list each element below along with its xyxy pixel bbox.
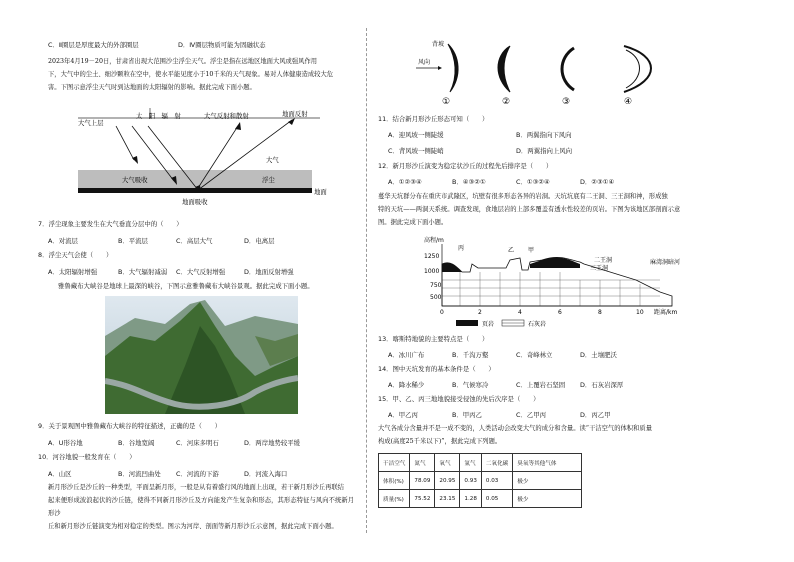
question-12: 12．新月形沙丘演变为稳定状沙丘的过程先后排序是（ ） bbox=[378, 162, 553, 170]
table-cell: 0.93 bbox=[460, 472, 481, 490]
label-ground: 地面 bbox=[314, 188, 327, 196]
q12-option-c: C．①③②④ bbox=[516, 178, 550, 186]
q7-option-c: C．高层大气 bbox=[176, 237, 213, 245]
table-cell: 0.03 bbox=[481, 472, 512, 490]
label-dust: 浮尘 bbox=[262, 176, 275, 184]
question-9: 9．关于景观图中雅鲁藏布大峡谷的特征描述，正确的是（ ） bbox=[38, 422, 222, 430]
canyon-photo bbox=[105, 296, 298, 414]
q10-option-a: A．山区 bbox=[48, 470, 72, 478]
intro-air-paragraph: 大气各成分含量并不是一成不变的，人类活动会改变大气的成分和含量。读“干洁空气的体积和质量 构成(高度25千米以下)”，据此完成下列题。 bbox=[378, 425, 652, 445]
q8-option-a: A．太阳辐射增强 bbox=[48, 268, 98, 276]
q12-option-a: A．①②③④ bbox=[388, 178, 422, 186]
q13-option-d: D．土壤肥沃 bbox=[580, 351, 617, 359]
label-dune-4: ④ bbox=[624, 97, 633, 107]
table-header-cell: 氮气 bbox=[410, 454, 435, 472]
intro-canyon: 雅鲁藏布大峡谷是地球上最深的峡谷，下图示意雅鲁藏布大峡谷景观。据此完成下面小题。 bbox=[58, 282, 314, 290]
solar-radiation-diagram bbox=[70, 100, 330, 212]
label-atmos-absorb: 大气吸收 bbox=[122, 176, 148, 184]
intro-karst-paragraph: 蔓华天坑群分布在重庆市武隆区，坑壁有很多形态各异的岩洞。天坑坑底有二王洞、三王洞和神，形成独 特的天坑——两洞天系统。调查发现，食地层岩的上部多覆盖有透水性较差的页岩。下图为该地区部剖面示意 图。据此完成下面小题。 bbox=[378, 193, 681, 226]
table-header-cell: 干洁空气 bbox=[379, 454, 410, 472]
q15-option-c: C．乙甲丙 bbox=[516, 411, 547, 419]
table-cell: 极少 bbox=[513, 472, 582, 490]
table-header-row bbox=[379, 454, 582, 472]
q7-option-b: B．平流层 bbox=[118, 237, 148, 245]
label-atmosphere-top: 大气上层 bbox=[78, 119, 104, 127]
q14-option-c: C．上覆岩石坚固 bbox=[516, 381, 566, 389]
legend-limestone: 石灰岩 bbox=[528, 321, 547, 328]
table-header-cell: 氧气 bbox=[435, 454, 460, 472]
label-erwang: 二王洞 bbox=[594, 257, 613, 264]
table-row bbox=[379, 490, 582, 508]
q7-option-d: D．电离层 bbox=[244, 237, 275, 245]
label-mawan: 麻湾洞暗河 bbox=[650, 259, 681, 266]
xtick-10: 10 bbox=[636, 309, 644, 316]
label-atmosphere: 大气 bbox=[266, 156, 279, 164]
q10-option-c: C．河流的下游 bbox=[176, 470, 219, 478]
table-cell: 75.52 bbox=[410, 490, 435, 508]
q14-option-d: D．石灰岩深厚 bbox=[580, 381, 624, 389]
q6-option-c: C．Ⅱ圈层是厚度最大的外部圈层 bbox=[48, 41, 139, 49]
xtick-6: 6 bbox=[558, 309, 562, 316]
xtick-2: 2 bbox=[478, 309, 482, 316]
xtick-8: 8 bbox=[598, 309, 602, 316]
label-wind: 风向 bbox=[418, 59, 431, 66]
question-14: 14．图中天坑发育的基本条件是（ ） bbox=[378, 365, 495, 373]
dry-air-table bbox=[378, 453, 582, 508]
xtick-0: 0 bbox=[440, 309, 444, 316]
question-11: 11．结合新月形沙丘形态可知（ ） bbox=[378, 115, 489, 123]
label-yi: 乙 bbox=[508, 247, 515, 254]
label-elevation: 高程/m bbox=[424, 237, 444, 244]
q13-option-a: A．冰川广布 bbox=[388, 351, 425, 359]
dune-shapes-diagram bbox=[410, 36, 670, 108]
q8-option-b: B．大气辐射减弱 bbox=[118, 268, 168, 276]
table-cell: 体积(%) bbox=[379, 472, 410, 490]
tick-500: 500 bbox=[430, 294, 442, 301]
q15-option-d: D．丙乙甲 bbox=[580, 411, 611, 419]
label-back-slope: 背坡 bbox=[432, 41, 445, 48]
table-cell: 78.09 bbox=[410, 472, 435, 490]
q7-option-a: A．对流层 bbox=[48, 237, 78, 245]
tick-750: 750 bbox=[430, 282, 442, 289]
q14-option-b: B．气候寒冷 bbox=[452, 381, 489, 389]
question-13: 13．喀斯特地貌的主要特点是（ ） bbox=[378, 335, 489, 343]
intro-dust-paragraph: 2023年4月19－20日，甘肃省出现大范围沙尘浮尘天气。浮尘是指在远地区地面大风或强风作用 下，大气中的尘土、细沙颗粒在空中，使水平能见度小于10千米的天气现象。易对人体健康造成较大危 害。下图示意浮尘天气时到达地面的太阳辐射的影响。据此完成下面小题。 bbox=[48, 58, 334, 91]
table-header-cell: 臭氧等其他气体 bbox=[513, 454, 582, 472]
q11-option-b: B．两翼指向下风向 bbox=[516, 131, 572, 139]
question-7: 7．浮尘现象主要发生在大气垂直分层中的（ ） bbox=[38, 220, 183, 228]
q12-option-b: B．④③②① bbox=[452, 178, 486, 186]
label-solar-radiation: 太 阳 辐 射 bbox=[136, 112, 181, 120]
table-cell: 0.05 bbox=[481, 490, 512, 508]
tick-1000: 1000 bbox=[424, 268, 440, 275]
q12-option-d: D．②③①④ bbox=[580, 178, 615, 186]
q11-option-a: A．迎风坡一侧陡缓 bbox=[388, 131, 444, 139]
q8-option-c: C．大气反射增强 bbox=[176, 268, 226, 276]
q14-option-a: A．降水稀少 bbox=[388, 381, 425, 389]
label-dune-1: ① bbox=[442, 97, 451, 107]
table-header-cell: 氩气 bbox=[460, 454, 481, 472]
question-10: 10．河谷地貌一般发育在（ ） bbox=[38, 453, 136, 461]
column-divider bbox=[366, 28, 367, 533]
q10-option-b: B．河流凹曲处 bbox=[118, 470, 161, 478]
question-8: 8．浮尘天气会使（ ） bbox=[38, 251, 113, 259]
q6-option-d: D．Ⅳ圈层物质可能为固融状态 bbox=[178, 41, 266, 49]
table-cell: 20.95 bbox=[435, 472, 460, 490]
question-15: 15．甲、乙、丙三地地貌接受侵蚀的先后次序是（ ） bbox=[378, 395, 540, 403]
xtick-4: 4 bbox=[518, 309, 522, 316]
label-bing: 丙 bbox=[458, 245, 465, 252]
q9-option-b: B．谷地宽阔 bbox=[118, 439, 155, 447]
q11-option-d: D．两翼指向上风向 bbox=[516, 147, 573, 155]
q11-option-c: C．背风坡一侧陡峭 bbox=[388, 147, 444, 155]
label-dune-2: ② bbox=[502, 97, 511, 107]
table-cell: 质量(%) bbox=[379, 490, 410, 508]
q15-option-b: B．甲丙乙 bbox=[452, 411, 482, 419]
q9-option-a: A．U形谷地 bbox=[48, 439, 83, 447]
table-cell: 极少 bbox=[513, 490, 582, 508]
q8-option-d: D．地面反射增强 bbox=[244, 268, 294, 276]
q10-option-d: D．河流入海口 bbox=[244, 470, 288, 478]
label-distance: 距离/km bbox=[654, 309, 678, 316]
table-cell: 1.28 bbox=[460, 490, 481, 508]
q15-option-a: A．甲乙丙 bbox=[388, 411, 418, 419]
tick-1250: 1250 bbox=[424, 253, 440, 260]
intro-dune-paragraph: 新月形沙丘是沙丘的一种类型，平面呈新月形，一般是从有着盛行风的地面上出现，若干新月形沙丘再联结 起来便形成波浪起伏的沙丘链，使得不同新月形沙丘及方向能发产生复杂和形态，其形态特征与风向不统新月形沙 丘和新月形沙丘链演变为相对稳定的类型。图示为河岸、剖面等新月形沙丘示意图，据此完成下面小题。 bbox=[48, 484, 354, 530]
table-row bbox=[379, 472, 582, 490]
q13-option-c: C．奇峰林立 bbox=[516, 351, 553, 359]
label-ground-reflect: 地面反射 bbox=[282, 110, 308, 118]
table-header-cell: 二氧化碳 bbox=[481, 454, 512, 472]
q9-option-c: C．河床多明石 bbox=[176, 439, 219, 447]
label-sanwang: 三王洞 bbox=[590, 265, 609, 272]
q13-option-b: B．千沟万壑 bbox=[452, 351, 489, 359]
karst-profile-diagram bbox=[410, 234, 700, 332]
legend-shale: 页岩 bbox=[482, 321, 495, 328]
label-reflect-scatter: 大气反射和散射 bbox=[204, 112, 249, 120]
label-ground-absorb: 地面吸收 bbox=[182, 198, 208, 206]
table-cell: 23.15 bbox=[435, 490, 460, 508]
q9-option-d: D．两岸地势较平缓 bbox=[244, 439, 301, 447]
label-dune-3: ③ bbox=[562, 97, 571, 107]
label-jia: 甲 bbox=[528, 247, 535, 254]
